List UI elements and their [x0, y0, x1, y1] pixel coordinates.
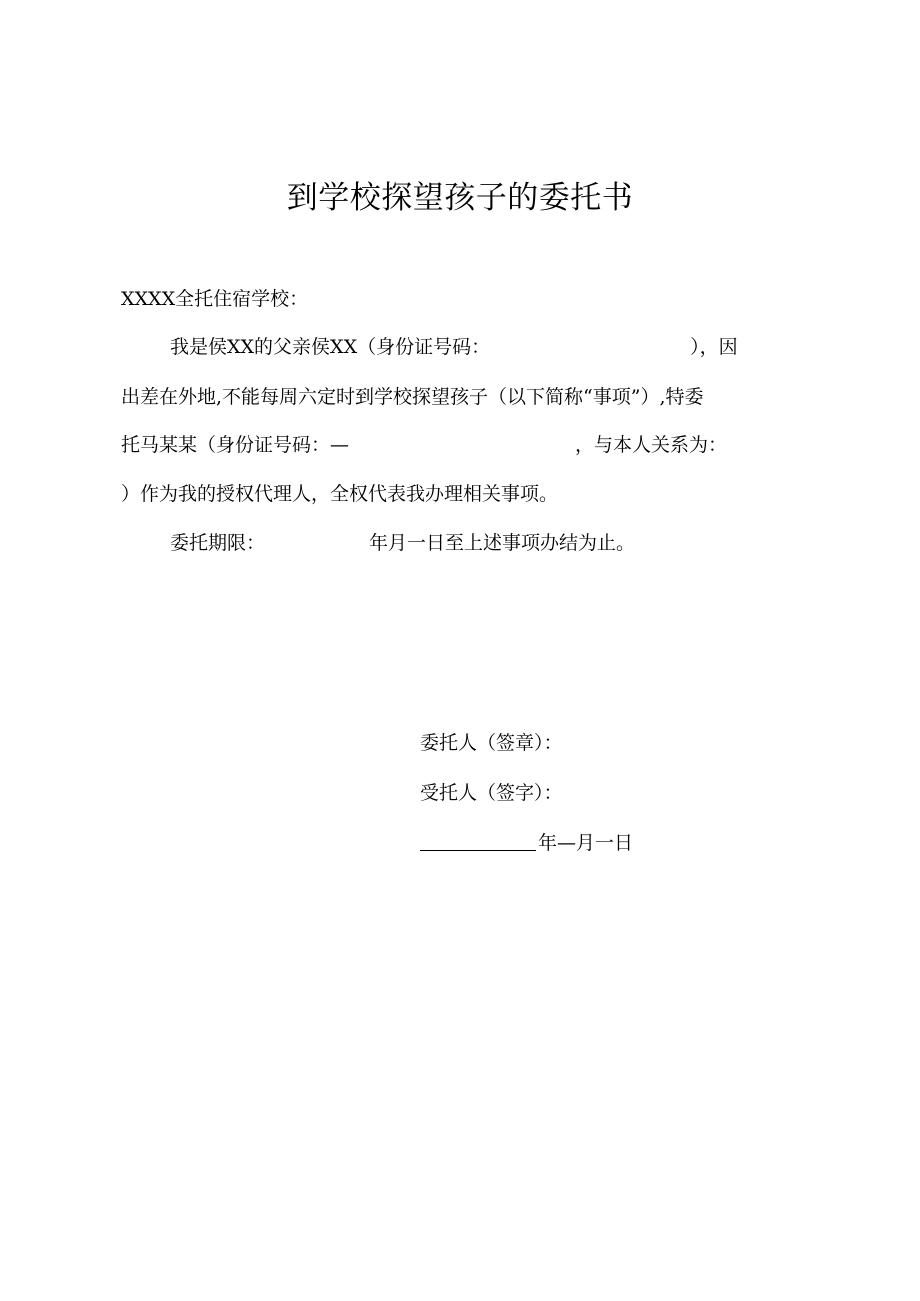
agent-signature: 受托人（签字）：	[420, 782, 563, 804]
document-title: 到学校探望孩子的委托书	[286, 180, 634, 216]
date-text: 年—月一日	[538, 832, 634, 854]
body-line-3	[121, 430, 727, 460]
body-line-4: ）作为我的授权代理人，全权代表我办理相关事项。	[121, 483, 559, 505]
body-line-2: 出差在外地,不能每周六定时到学校探望孩子（以下简称“事项”）,特委	[121, 386, 704, 408]
body-line-1	[170, 332, 738, 362]
principal-signature: 委托人（签章）：	[420, 732, 563, 754]
term-value: 年月一日至上述事项办结为止。	[369, 532, 636, 554]
body-line-3-end: ，与本人关系为：	[575, 434, 728, 456]
term-line	[170, 528, 635, 558]
body-line-1-end: ），因	[690, 336, 738, 358]
date-year-blank	[420, 830, 536, 851]
salutation: XXXX全托住宿学校：	[121, 288, 309, 310]
signature-date	[420, 828, 633, 858]
body-line-3-start: 托马某某（身份证号码：—	[121, 434, 350, 456]
term-label: 委托期限：	[170, 532, 266, 554]
body-line-1-start: 我是侯XX的父亲侯XX（身份证号码：	[170, 336, 491, 358]
